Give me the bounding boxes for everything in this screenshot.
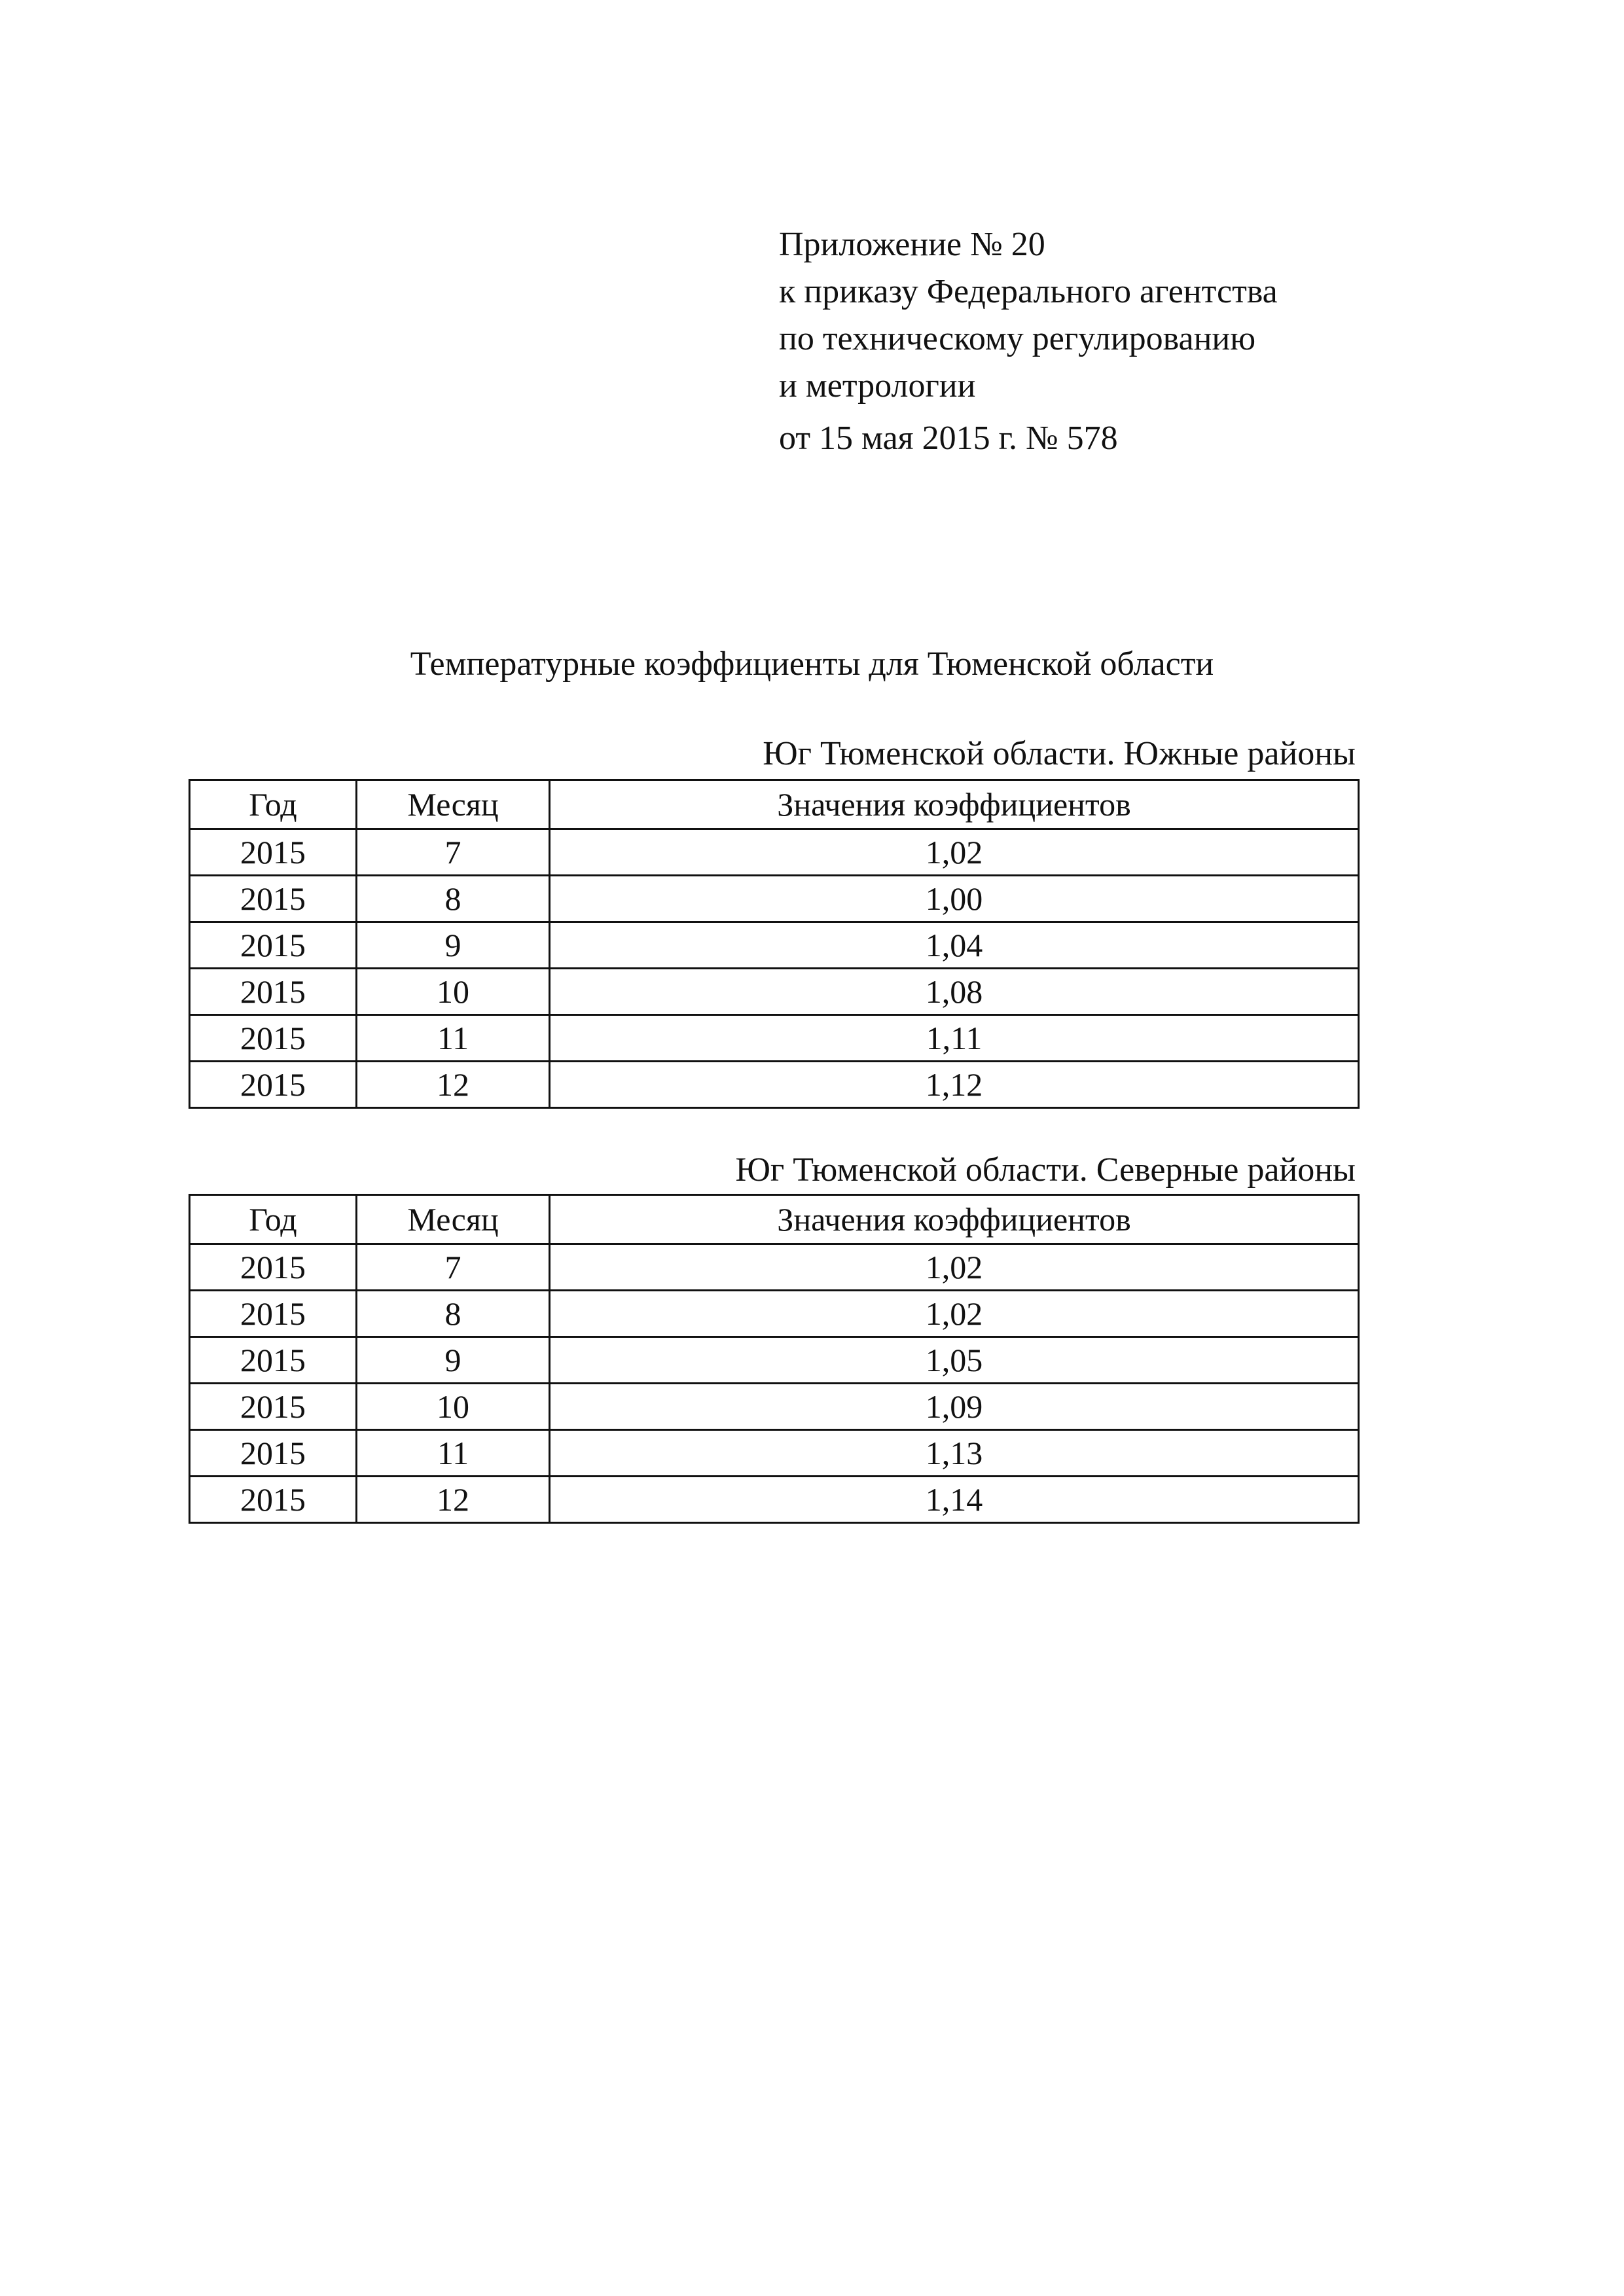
cell-value: 1,02 — [550, 1244, 1359, 1291]
cell-value: 1,13 — [550, 1430, 1359, 1477]
table-row — [190, 969, 1359, 1015]
header-year: Год — [190, 780, 357, 829]
cell-value: 1,09 — [550, 1384, 1359, 1430]
table-header-row — [190, 780, 1359, 829]
table-header-row — [190, 1195, 1359, 1244]
header-value: Значения коэффициентов — [550, 1195, 1359, 1244]
cell-month: 7 — [357, 1244, 550, 1291]
cell-year: 2015 — [190, 1244, 357, 1291]
table-row — [190, 1384, 1359, 1430]
cell-value: 1,14 — [550, 1477, 1359, 1523]
table-row — [190, 829, 1359, 876]
table-row — [190, 1291, 1359, 1337]
cell-year: 2015 — [190, 829, 357, 876]
cell-year: 2015 — [190, 1337, 357, 1384]
cell-year: 2015 — [190, 1384, 357, 1430]
table-2-caption: Юг Тюменской области. Северные районы — [735, 1151, 1356, 1189]
cell-month: 10 — [357, 969, 550, 1015]
cell-value: 1,02 — [550, 1291, 1359, 1337]
cell-value: 1,04 — [550, 922, 1359, 969]
cell-value: 1,05 — [550, 1337, 1359, 1384]
header-month: Месяц — [357, 780, 550, 829]
appendix-line-1: Приложение № 20 — [779, 226, 1045, 263]
cell-year: 2015 — [190, 1477, 357, 1523]
appendix-date-line: от 15 мая 2015 г. № 578 — [779, 420, 1118, 457]
cell-month: 7 — [357, 829, 550, 876]
cell-value: 1,02 — [550, 829, 1359, 876]
coefficients-table-south — [189, 779, 1360, 1109]
cell-year: 2015 — [190, 969, 357, 1015]
cell-value: 1,12 — [550, 1062, 1359, 1108]
table-row — [190, 1430, 1359, 1477]
cell-year: 2015 — [190, 1430, 357, 1477]
cell-value: 1,08 — [550, 969, 1359, 1015]
table-row — [190, 1015, 1359, 1062]
cell-month: 12 — [357, 1477, 550, 1523]
header-value: Значения коэффициентов — [550, 780, 1359, 829]
table-row — [190, 876, 1359, 922]
cell-month: 12 — [357, 1062, 550, 1108]
table-1-caption: Юг Тюменской области. Южные районы — [763, 735, 1356, 772]
cell-year: 2015 — [190, 1015, 357, 1062]
cell-year: 2015 — [190, 1062, 357, 1108]
document-title: Температурные коэффициенты для Тюменской области — [410, 645, 1214, 683]
appendix-block — [779, 221, 1278, 462]
cell-month: 11 — [357, 1015, 550, 1062]
cell-value: 1,11 — [550, 1015, 1359, 1062]
appendix-line-2: к приказу Федерального агентства — [779, 273, 1278, 310]
cell-year: 2015 — [190, 922, 357, 969]
coefficients-table-north — [189, 1194, 1360, 1524]
table-row — [190, 1337, 1359, 1384]
appendix-line-4: и метрологии — [779, 367, 976, 404]
cell-value: 1,00 — [550, 876, 1359, 922]
table-row — [190, 922, 1359, 969]
table-row — [190, 1244, 1359, 1291]
cell-year: 2015 — [190, 1291, 357, 1337]
cell-month: 10 — [357, 1384, 550, 1430]
cell-month: 11 — [357, 1430, 550, 1477]
cell-month: 8 — [357, 876, 550, 922]
header-month: Месяц — [357, 1195, 550, 1244]
cell-month: 8 — [357, 1291, 550, 1337]
cell-month: 9 — [357, 922, 550, 969]
table-row — [190, 1062, 1359, 1108]
appendix-line-3: по техническому регулированию — [779, 320, 1256, 357]
header-year: Год — [190, 1195, 357, 1244]
table-row — [190, 1477, 1359, 1523]
cell-year: 2015 — [190, 876, 357, 922]
cell-month: 9 — [357, 1337, 550, 1384]
